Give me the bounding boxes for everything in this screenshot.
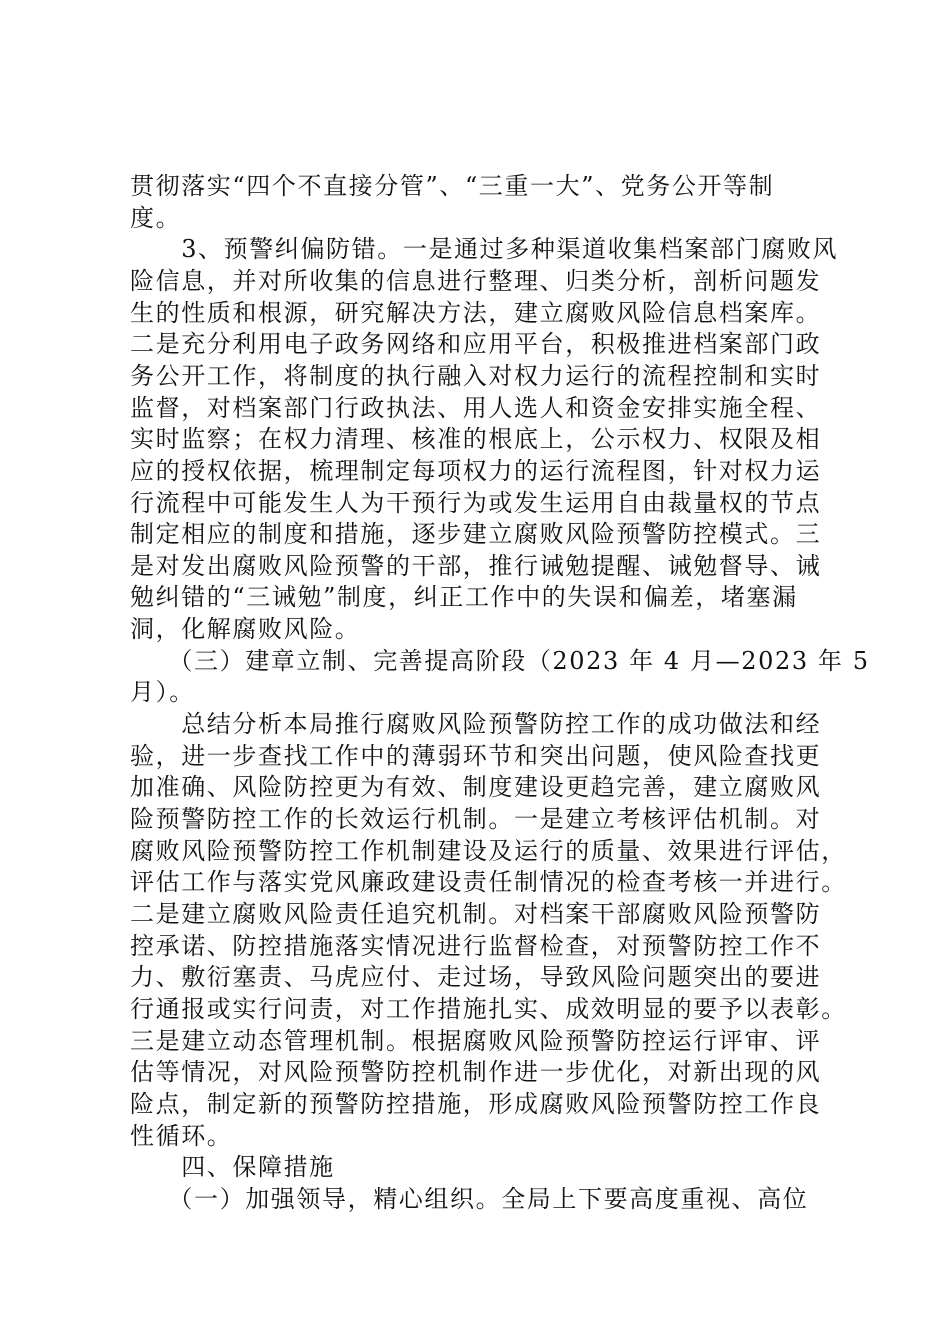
text-line: 勉纠错的“三诫勉”制度，纠正工作中的失误和偏差，堵塞漏 (130, 583, 798, 612)
text-line: 险点，制定新的预警防控措施，形成腐败风险预警防控工作良 (130, 1089, 822, 1118)
text-line: 验，进一步查找工作中的薄弱环节和突出问题，使风险查找更 (130, 741, 822, 770)
text-line: 三是建立动态管理机制。根据腐败风险预警防控运行评审、评 (130, 1026, 822, 1055)
text-line: 行通报或实行问责，对工作措施扎实、成效明显的要予以表彰。 (130, 994, 847, 1023)
text-line: 估等情况，对风险预警防控机制作进一步优化，对新出现的风 (130, 1058, 822, 1087)
text-line: 二是建立腐败风险责任追究机制。对档案干部腐败风险预警防 (130, 899, 822, 928)
text-line: 险信息，并对所收集的信息进行整理、归类分析，剖析问题发 (130, 266, 822, 295)
text-line: （三）建章立制、完善提高阶段（2023 年 4 月—2023 年 5 (168, 646, 870, 675)
text-line: 腐败风险预警防控工作机制建设及运行的质量、效果进行评估， (130, 836, 847, 865)
text-line: 力、敷衍塞责、马虎应付、走过场，导致风险问题突出的要进 (130, 963, 822, 992)
text-line: 评估工作与落实党风廉政建设责任制情况的检查考核一并进行。 (130, 868, 847, 897)
text-line: 3、预警纠偏防错。一是通过多种渠道收集档案部门腐败风 (181, 235, 839, 264)
text-line: （一）加强领导，精心组织。全局上下要高度重视、高位 (168, 1184, 809, 1213)
text-line: 务公开工作，将制度的执行融入对权力运行的流程控制和实时 (130, 361, 822, 390)
text-line: 应的授权依据，梳理制定每项权力的运行流程图，针对权力运 (130, 456, 822, 485)
text-line: 险预警防控工作的长效运行机制。一是建立考核评估机制。对 (130, 805, 822, 833)
text-line: 二是充分利用电子政务网络和应用平台，积极推进档案部门政 (130, 330, 822, 359)
text-line: 控承诺、防控措施落实情况进行监督检查，对预警防控工作不 (130, 931, 822, 960)
text-line: 总结分析本局推行腐败风险预警防控工作的成功做法和经 (181, 710, 822, 739)
text-line: 是对发出腐败风险预警的干部，推行诫勉提醒、诫勉督导、诫 (130, 551, 822, 580)
text-line: 洞，化解腐败风险。 (130, 615, 361, 644)
text-line: 实时监察；在权力清理、核准的根底上，公示权力、权限及相 (130, 425, 822, 454)
text-line: 四、保障措施 (181, 1153, 335, 1182)
text-line: 制定相应的制度和措施，逐步建立腐败风险预警防控模式。三 (130, 520, 822, 549)
text-line: 监督，对档案部门行政执法、用人选人和资金安排实施全程、 (130, 393, 822, 422)
text-line: 生的性质和根源，研究解决方法，建立腐败风险信息档案库。 (130, 298, 822, 327)
text-line: 月）。 (130, 678, 195, 707)
text-line: 性循环。 (130, 1121, 233, 1150)
text-line: 加准确、风险防控更为有效、制度建设更趋完善，建立腐败风 (130, 773, 822, 802)
text-line: 贯彻落实“四个不直接分管”、“三重一大”、党务公开等制 (130, 172, 775, 200)
text-line: 行流程中可能发生人为干预行为或发生运用自由裁量权的节点 (130, 488, 822, 517)
text-line: 度。 (130, 203, 182, 232)
